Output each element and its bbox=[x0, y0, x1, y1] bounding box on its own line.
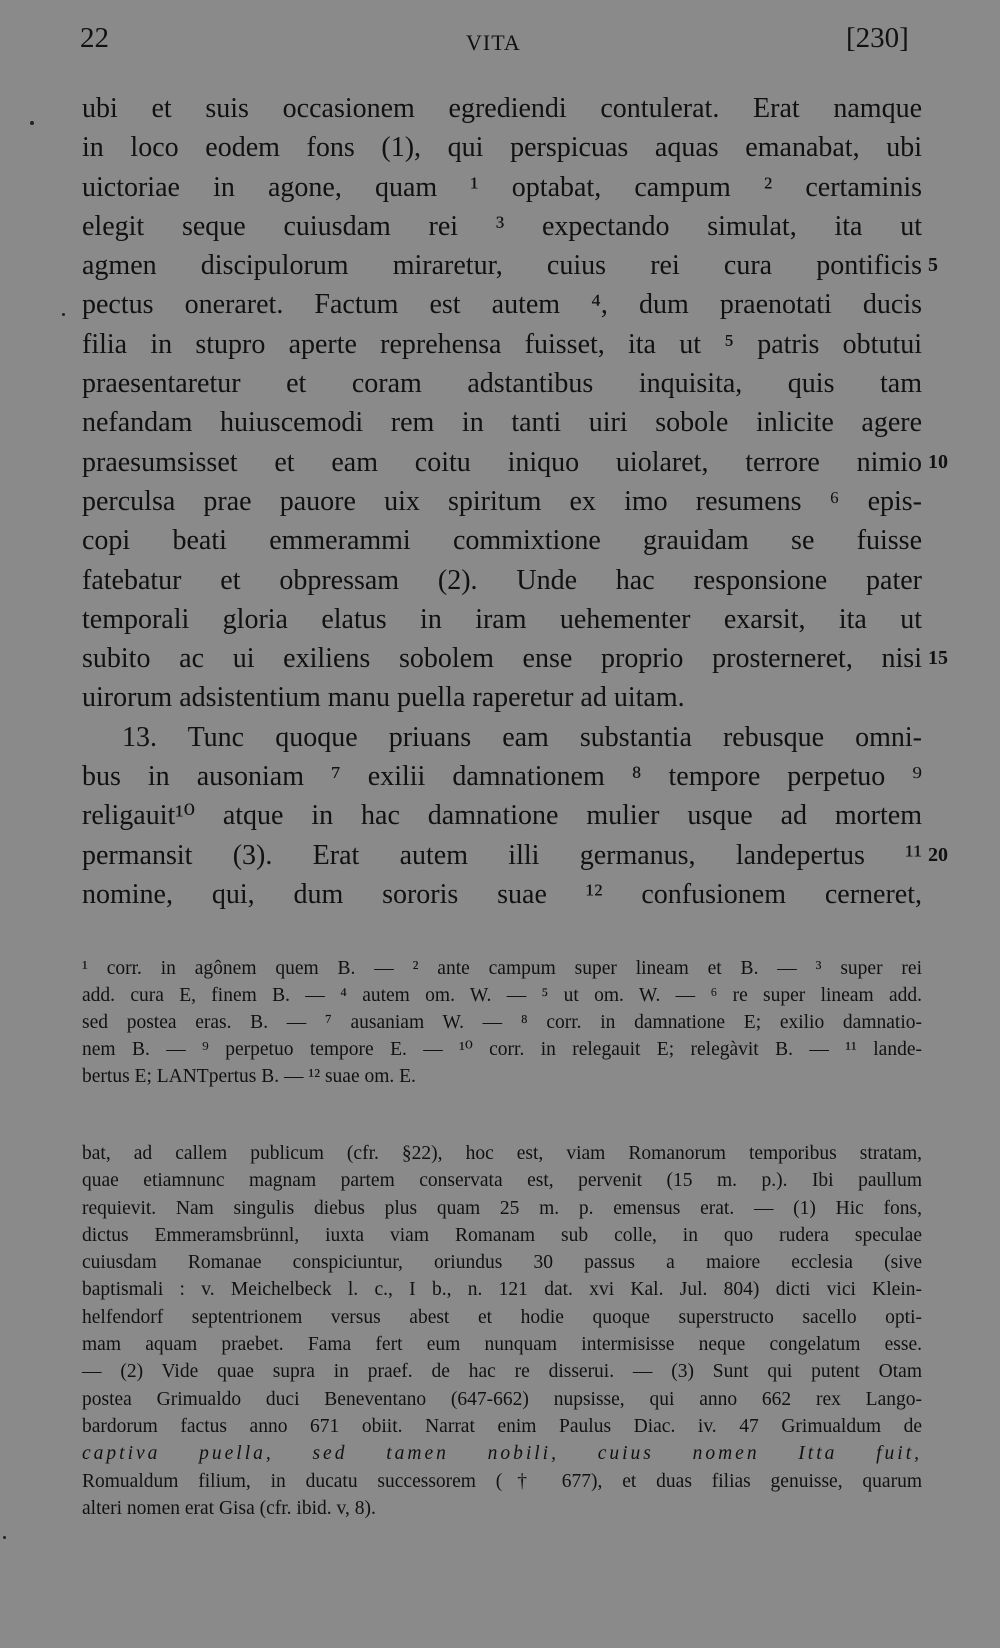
main-text-line: perculsa prae pauore uix spiritum ex imo resumens ⁶ epis- bbox=[82, 485, 922, 517]
main-text-line: fatebatur et obpressam (2). Unde hac responsione pater bbox=[82, 564, 922, 596]
commentary-line: quae etiamnunc magnam partem conservata est, pervenit (15 m. p.). Ibi paullum bbox=[82, 1170, 922, 1192]
main-text-line: nefandam huiuscemodi rem in tanti uiri sobole inlicite agere bbox=[82, 407, 922, 439]
commentary-line: bat, ad callem publicum (cfr. §22), hoc est, viam Romanorum temporibus stratam, bbox=[82, 1143, 922, 1164]
apparatus-line: ¹ corr. in agônem quem B. — ² ante campum super lineam et B. — ³ super rei bbox=[82, 958, 922, 979]
main-text-line: permansit (3). Erat autem illi germanus, landepertus ¹¹ bbox=[82, 839, 922, 871]
critical-apparatus bbox=[82, 955, 922, 1090]
page-number: 22 bbox=[80, 22, 109, 54]
main-text-line: bus in ausoniam ⁷ exilii damnationem ⁸ tempore perpetuo ⁹ bbox=[82, 761, 922, 793]
main-text-line: filia in stupro aperte reprehensa fuisset, ita ut ⁵ patris obtutui bbox=[82, 328, 922, 360]
commentary-notes bbox=[82, 1140, 922, 1522]
commentary-line: baptismali : v. Meichelbeck l. c., I b., n. 121 dat. xvi Kal. Jul. 804) dicti vici Klein- bbox=[82, 1279, 922, 1301]
commentary-line: — (2) Vide quae supra in praef. de hac re disserui. — (3) Sunt qui putent Otam bbox=[82, 1361, 922, 1383]
apparatus-line: nem B. — ⁹ perpetuo tempore E. — ¹⁰ corr. in relegauit E; relegàvit B. — ¹¹ lande- bbox=[82, 1039, 922, 1060]
main-text-line: praesumsisset et eam coitu iniquo uiolaret, terrore nimio bbox=[82, 446, 922, 478]
main-text-line: praesentaretur et coram adstantibus inquisita, quis tam bbox=[82, 368, 922, 400]
apparatus-line: bertus E; LANTpertus B. — ¹² suae om. E. bbox=[82, 1066, 416, 1087]
line-number: 5 bbox=[928, 254, 938, 276]
main-text-line: religauit¹⁰ atque in hac damnatione mulier usque ad mortem bbox=[82, 800, 922, 832]
main-text-line: uirorum adsistentium manu puella raperetur ad uitam. bbox=[82, 682, 685, 714]
commentary-line: helfendorf septentrionem versus abest et hodie quoque superstructo sacello opti- bbox=[82, 1306, 922, 1328]
main-text-line: agmen discipulorum miraretur, cuius rei cura pontificis bbox=[82, 250, 922, 282]
running-title: VITA bbox=[466, 30, 521, 55]
apparatus-line: sed postea eras. B. — ⁷ ausaniam W. — ⁸ corr. in damnatione E; exilio damnatio- bbox=[82, 1012, 922, 1033]
main-text-line: in loco eodem fons (1), qui perspicuas aquas emanabat, ubi bbox=[82, 132, 922, 164]
main-text-line: copi beati emmerammi commixtione grauidam se fuisse bbox=[82, 525, 922, 557]
commentary-line: requievit. Nam singulis diebus plus quam 25 m. p. emensus erat. — (1) Hic fons, bbox=[82, 1197, 922, 1219]
main-text-line: temporali gloria elatus in iram uehementer exarsit, ita ut bbox=[82, 603, 922, 635]
commentary-line: mam aquam praebet. Fama fert eum nunquam intermisisse neque congelatum esse. bbox=[82, 1334, 922, 1356]
commentary-line: postea Grimualdo duci Beneventano (647-662) nupsisse, qui anno 662 rex Lango- bbox=[82, 1388, 922, 1410]
commentary-line: Romualdum filium, in ducatu successorem († 677), et duas filias genuisse, quarum bbox=[82, 1470, 922, 1492]
original-page-number: [230] bbox=[846, 22, 909, 54]
main-text-line: uictoriae in agone, quam ¹ optabat, campum ² certaminis bbox=[82, 171, 922, 203]
commentary-line: alteri nomen erat Gisa (cfr. ibid. v, 8). bbox=[82, 1497, 376, 1519]
commentary-line: dictus Emmeramsbrünnl, iuxta viam Romanam sub colle, in quo rudera speculae bbox=[82, 1224, 922, 1246]
line-number: 20 bbox=[928, 844, 948, 866]
main-text-line: nomine, qui, dum sororis suae ¹² confusionem cerneret, bbox=[82, 878, 922, 910]
main-text-line: subito ac ui exiliens sobolem ense proprio prosterneret, nisi bbox=[82, 643, 922, 675]
main-text-line: ubi et suis occasionem egrediendi contulerat. Erat namque bbox=[82, 93, 922, 124]
main-text-block bbox=[82, 89, 922, 914]
commentary-line: cuiusdam Romanae conspiciuntur, oriundus 30 passus a maiore ecclesia (sive bbox=[82, 1252, 922, 1274]
main-text-line: pectus oneraret. Factum est autem ⁴, dum praenotati ducis bbox=[82, 289, 922, 321]
apparatus-line: add. cura E, finem B. — ⁴ autem om. W. — ⁵ ut om. W. — ⁶ re super lineam add. bbox=[82, 985, 922, 1006]
line-number: 15 bbox=[928, 647, 948, 669]
main-text-line: 13. Tunc quoque priuans eam substantia rebusque omni- bbox=[122, 721, 922, 753]
line-number: 10 bbox=[928, 451, 948, 473]
commentary-line: bardorum factus anno 671 obiit. Narrat enim Paulus Diac. iv. 47 Grimualdum de bbox=[82, 1415, 922, 1437]
main-text-line: elegit seque cuiusdam rei ³ expectando simulat, ita ut bbox=[82, 210, 922, 242]
commentary-line: captiva puella, sed tamen nobili, cuius nomen Itta fuit, bbox=[82, 1443, 922, 1465]
